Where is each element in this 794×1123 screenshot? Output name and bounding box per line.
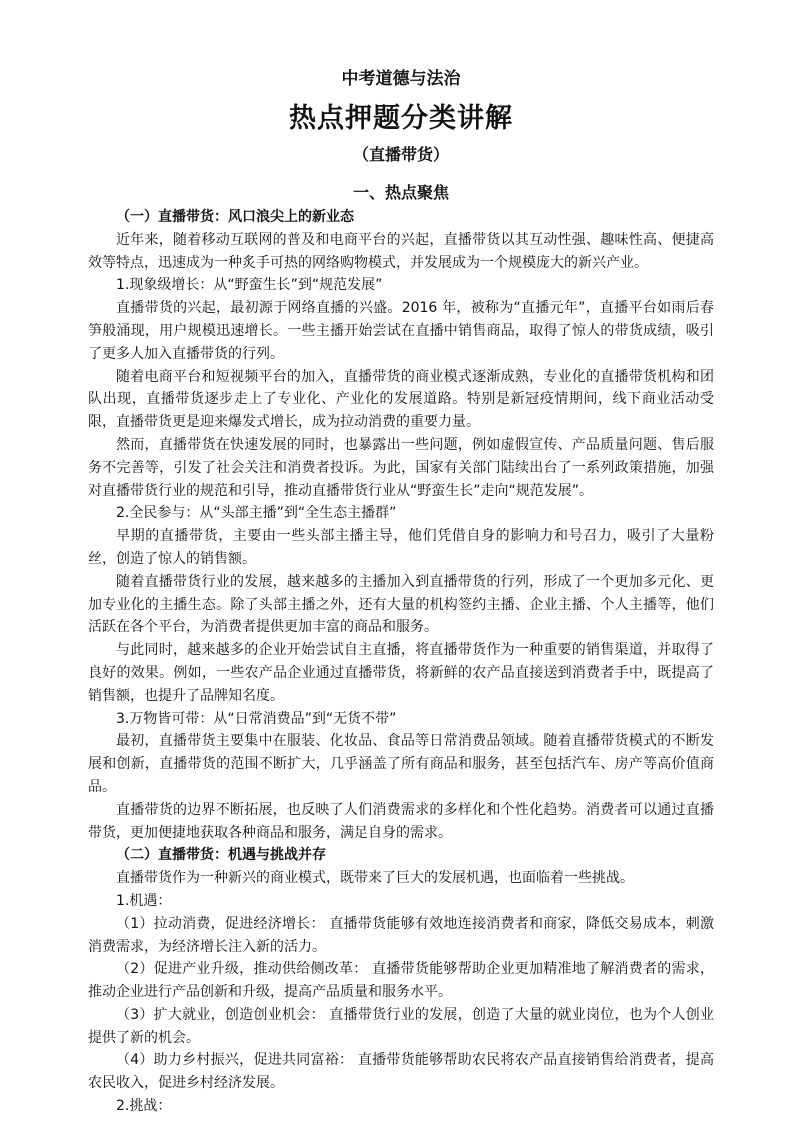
paragraph: 然而，直播带货在快速发展的同时，也暴露出一些问题，例如虚假宣传、产品质量问题、售后服务不完善等，引发了社会关注和消费者投诉。为此，国家有关部门陆续出台了一系列政策措施，加强对直播带货行业的规范和引导，推动直播带货行业从“野蛮生长”走向“规范发展”。 [88, 436, 714, 499]
list-item: （4）助力乡村振兴，促进共同富裕： 直播带货能够帮助农民将农产品直接销售给消费者，提高农民收入，促进乡村经济发展。 [88, 1052, 714, 1092]
paragraph: 最初，直播带货主要集中在服装、化妆品、食品等日常消费品领域。随着直播带货模式的不断发展和创新，直播带货的范围不断扩大，几乎涵盖了所有商品和服务，甚至包括汽车、房产等高价值商品。 [88, 733, 714, 795]
section-heading: （一）直播带货：风口浪尖上的新业态 [116, 209, 354, 225]
paragraph: 随着直播带货行业的发展，越来越多的主播加入到直播带货的行列，形成了一个更加多元化、更加专业化的主播生态。除了头部主播之外，还有大量的机构签约主播、企业主播、个人主播等，他们活跃在各个平台，为消费者提供更加丰富的商品和服务。 [88, 573, 714, 636]
document-title: 热点押题分类讲解 [289, 103, 513, 134]
subheading: 3.万物皆可带：从“日常消费品”到“无货不带” [116, 710, 397, 727]
paragraph: 与此同时，越来越多的企业开始尝试自主直播，将直播带货作为一种重要的销售渠道，并取得了良好的效果。例如，一些农产品企业通过直播带货，将新鲜的农产品直接送到消费者手中，既提高了销售额，也提升了品牌知名度。 [88, 642, 714, 704]
paragraph: 直播带货的边界不断拓展，也反映了人们消费需求的多样化和个性化趋势。消费者可以通过直播带货，更加便捷地获取各种商品和服务，满足自身的需求。 [88, 801, 714, 841]
topic-subtitle: （直播带货） [352, 145, 449, 164]
subheading: 1.机遇： [116, 892, 172, 909]
list-item: （1）拉动消费，促进经济增长： 直播带货能够有效地连接消费者和商家，降低交易成本，刺激消费需求，为经济增长注入新的活力。 [88, 915, 714, 955]
paragraph: 早期的直播带货，主要由一些头部主播主导，他们凭借自身的影响力和号召力，吸引了大量粉丝，创造了惊人的销售额。 [88, 528, 714, 567]
paragraph: 随着电商平台和短视频平台的加入，直播带货的商业模式逐渐成熟，专业化的直播带货机构和团队出现，直播带货逐步走上了专业化、产业化的发展道路。特别是新冠疫情期间，线下商业活动受限，直播带货更是迎来爆发式增长，成为拉动消费的重要力量。 [88, 368, 714, 431]
paragraph: 直播带货作为一种新兴的商业模式，既带来了巨大的发展机遇，也面临着一些挑战。 [116, 870, 634, 887]
part-heading: 一、热点聚焦 [352, 183, 449, 202]
subheading: 2.挑战： [116, 1098, 172, 1115]
paragraph: 近年来，随着移动互联网的普及和电商平台的兴起，直播带货以其互动性强、趣味性高、便捷高效等特点，迅速成为一种炙手可热的网络购物模式，并发展成为一个规模庞大的新兴产业。 [88, 231, 714, 271]
paragraph: 直播带货的兴起，最初源于网络直播的兴盛。2016 年，被称为“直播元年”，直播平台如雨后春笋般涌现，用户规模迅速增长。一些主播开始尝试在直播中销售商品，取得了惊人的带货成绩，吸引了更多人加入直播带货的行列。 [88, 300, 714, 362]
subheading: 2.全民参与：从“头部主播”到“全生态主播群” [116, 505, 397, 522]
list-item: （2）促进产业升级，推动供给侧改革： 直播带货能够帮助企业更加精准地了解消费者的需求，推动企业进行产品创新和升级，提高产品质量和服务水平。 [88, 961, 714, 1001]
document-page [88, 68, 714, 1118]
list-item: （3）扩大就业，创造创业机会： 直播带货行业的发展，创造了大量的就业岗位，也为个人创业提供了新的机会。 [88, 1006, 714, 1046]
section-heading: （二）直播带货：机遇与挑战并存 [116, 847, 326, 864]
subject-heading: 中考道德与法治 [341, 69, 461, 89]
subheading: 1.现象级增长：从“野蛮生长”到“规范发展” [116, 277, 383, 294]
